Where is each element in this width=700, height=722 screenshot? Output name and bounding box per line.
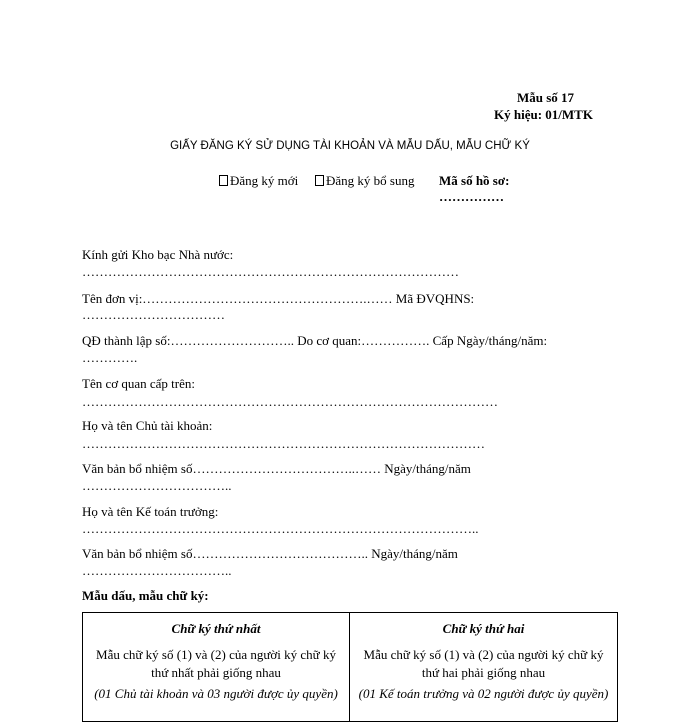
signature-first-title: Chữ ký thứ nhất (171, 621, 261, 636)
signature-first-note: Mẫu chữ ký số (1) và (2) của người ký chữ ký thứ nhất phải giống nhau (96, 647, 336, 680)
establishment-date-field[interactable]: …………. (82, 350, 138, 365)
unit-name-field[interactable]: Tên đơn vị:…………………………………………….…… Mã ĐVQHNS: (82, 291, 475, 306)
chief-accountant-field[interactable]: ……………………………………………………………………………….. (82, 521, 479, 536)
superior-agency-label: Tên cơ quan cấp trên: (82, 376, 195, 391)
signature-second-detail: (01 Kế toán trưởng và 02 người được ủy quyền) (358, 686, 609, 701)
signature-second-title: Chữ ký thứ hai (442, 621, 525, 636)
signature-second-note: Mẫu chữ ký số (1) và (2) của người ký chữ ký thứ hai phải giống nhau (363, 647, 604, 680)
seal-signature-label: Mẫu dấu, mẫu chữ ký: (82, 588, 209, 603)
appointment-doc-1[interactable]: Văn bản bổ nhiệm số………………………………..…… Ngày/tháng/năm (82, 461, 471, 476)
file-code-field[interactable]: …………… (439, 189, 504, 204)
document-title: GIẤY ĐĂNG KÝ SỬ DỤNG TÀI KHOẢN VÀ MẪU DẤU, MẪU CHỮ KÝ (170, 140, 530, 152)
checkbox-new[interactable] (219, 175, 228, 186)
establishment-field[interactable]: QĐ thành lập số:……………………….. Do cơ quan:……………. Cấp Ngày/tháng/năm: (82, 333, 548, 348)
account-holder-label: Họ và tên Chủ tài khoản: (82, 418, 213, 433)
file-code-label: Mã số hồ sơ: (439, 173, 510, 188)
appointment-date-2[interactable]: …………………………….. (82, 563, 232, 578)
form-number: Mẫu số 17 (517, 90, 575, 105)
signature-first-detail: (01 Chủ tài khoản và 03 người được ủy quyền) (94, 686, 338, 701)
option-new[interactable] (219, 173, 298, 189)
signature-column-second (350, 613, 617, 721)
account-holder-field[interactable]: ………………………………………………………………………………… (82, 436, 485, 451)
checkbox-additional[interactable] (315, 175, 324, 186)
appointment-doc-2[interactable]: Văn bản bổ nhiệm số………………………………….. Ngày/tháng/năm (82, 546, 458, 561)
recipient-label: Kính gửi Kho bạc Nhà nước: (82, 247, 234, 262)
chief-accountant-label: Họ và tên Kế toán trưởng: (82, 504, 219, 519)
option-additional-label: Đăng ký bổ sung (326, 173, 415, 188)
unit-code-field[interactable]: …………………………… (82, 307, 225, 322)
appointment-date-1[interactable]: …………………………….. (82, 478, 232, 493)
superior-agency-field[interactable]: …………………………………………………………………………………… (82, 394, 498, 409)
recipient-field[interactable]: …………………………………………………………………………… (82, 264, 459, 279)
form-code: Ký hiệu: 01/MTK (494, 107, 593, 122)
option-additional[interactable] (315, 173, 414, 189)
signature-column-first (83, 613, 350, 721)
option-new-label: Đăng ký mới (230, 173, 299, 188)
signature-table (82, 612, 618, 722)
